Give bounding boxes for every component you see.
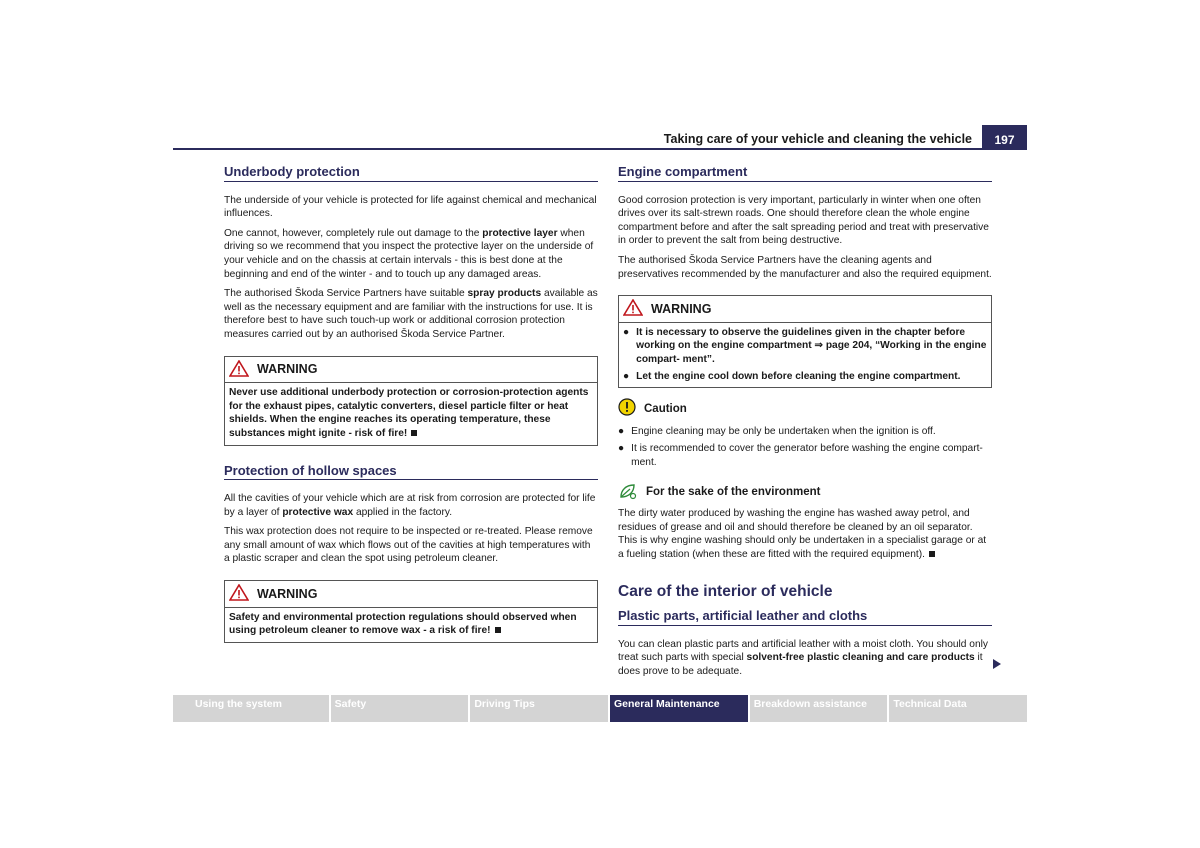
tab-breakdown-assistance[interactable]: Breakdown assistance bbox=[750, 695, 888, 722]
end-square-icon bbox=[411, 430, 417, 436]
warning-header bbox=[225, 581, 597, 608]
bullet-icon: ● bbox=[618, 443, 625, 455]
paragraph: The authorised Škoda Service Partners have the cleaning agents and preservatives recommended by the manufacturer and also the required equipment. bbox=[618, 254, 992, 280]
paragraph: Good corrosion protection is very important, particularly in winter when one often drives over its salt-strewn roads. One should therefore clean the whole engine compartment before and after the salt spreading period and treat with preservative in order to prevent the salt from being destructive. bbox=[618, 194, 989, 247]
heading-underbody-protection: Underbody protection bbox=[224, 165, 598, 182]
warning-triangle-icon bbox=[229, 584, 249, 605]
tab-using-the-system[interactable]: Using the system bbox=[173, 695, 329, 722]
environment-header bbox=[618, 482, 992, 505]
bullet-icon: ● bbox=[623, 326, 630, 338]
warning-triangle-icon bbox=[623, 299, 643, 320]
warning-header bbox=[225, 357, 597, 384]
warning-box bbox=[618, 295, 992, 388]
tab-driving-tips[interactable]: Driving Tips bbox=[470, 695, 608, 722]
caution-icon bbox=[618, 398, 636, 421]
bullet-icon: ● bbox=[623, 370, 630, 382]
heading-plastic-parts: Plastic parts, artificial leather and cloths bbox=[618, 609, 992, 626]
tab-technical-data[interactable]: Technical Data bbox=[889, 695, 1027, 722]
heading-engine-compartment: Engine compartment bbox=[618, 165, 992, 182]
warning-box bbox=[224, 580, 598, 643]
list-item: ● It is necessary to observe the guidelines given in the chapter before working on the engine compartment ⇒ page 204, “Working in the engine compart- ment”. bbox=[623, 326, 987, 365]
chapter-nav bbox=[173, 695, 1027, 722]
caution-header bbox=[618, 398, 992, 421]
header-rule bbox=[173, 148, 1027, 150]
end-square-icon bbox=[929, 551, 935, 557]
warning-text: Never use additional underbody protection or corrosion-protection agents for the exhaust pipes, catalytic converters, diesel particle filter or heat shields. When the engine reaches its operating temperature, these substances might ignite - risk of fire! bbox=[229, 387, 589, 439]
paragraph: One cannot, however, completely rule out damage to the protective layer when driving so we recommend that you inspect the protective layer on the underside of your vehicle and on the chassis at certain intervals - this is best done at the beginning and end of the winter - and to touch up any damaged areas. bbox=[224, 227, 594, 280]
warning-label: WARNING bbox=[257, 586, 318, 601]
bullet-icon: ● bbox=[618, 425, 625, 437]
list-item: ● It is recommended to cover the generator before washing the engine compart- ment. bbox=[618, 443, 983, 468]
list-item: ● Let the engine cool down before cleaning the engine compartment. bbox=[623, 370, 961, 382]
tab-general-maintenance[interactable]: General Maintenance bbox=[610, 695, 748, 722]
warning-header bbox=[619, 296, 991, 323]
paragraph: The authorised Škoda Service Partners have suitable spray products available as well as the necessary equipment and are familiar with the instructions for use. It is therefore best to have such touch-up work or additional corrosion protection measures carried out by an authorised Škoda Service Partner. bbox=[224, 288, 598, 340]
paragraph: You can clean plastic parts and artificial leather with a moist cloth. You should only treat such parts with special solvent-free plastic cleaning and care products it does prove to be adequate. bbox=[618, 638, 988, 677]
warning-text: Safety and environmental protection regulations should observed when using petroleum cleaner to remove wax - a risk of fire! bbox=[229, 611, 577, 637]
page-number: 197 bbox=[982, 125, 1027, 149]
warning-text bbox=[619, 323, 991, 387]
environment-leaf-icon bbox=[618, 482, 638, 505]
paragraph: All the cavities of your vehicle which are at risk from corrosion are protected for life by a layer of protective wax applied in the factory. bbox=[224, 493, 596, 518]
running-header-title: Taking care of your vehicle and cleaning the vehicle bbox=[663, 132, 972, 146]
right-column bbox=[618, 165, 992, 684]
left-column bbox=[224, 165, 598, 657]
heading-interior-care: Care of the interior of vehicle bbox=[618, 583, 833, 601]
continue-arrow-icon bbox=[993, 659, 1001, 669]
heading-hollow-spaces: Protection of hollow spaces bbox=[224, 464, 598, 481]
paragraph: The underside of your vehicle is protected for life against chemical and mechanical influences. bbox=[224, 194, 597, 220]
end-square-icon bbox=[495, 627, 501, 633]
tab-safety[interactable]: Safety bbox=[331, 695, 469, 722]
paragraph: The dirty water produced by washing the engine has washed away petrol, and residues of grease and oil and should therefore be cleaned by an oil separator. This is why engine washing should only be undertaken in a specialist garage or at a fueling station (when these are fitted with the required equipment). bbox=[618, 508, 987, 560]
caution-label: Caution bbox=[644, 402, 687, 415]
list-item: ● Engine cleaning may be only be undertaken when the ignition is off. bbox=[618, 425, 936, 437]
environment-label: For the sake of the environment bbox=[646, 486, 821, 498]
paragraph: This wax protection does not require to be inspected or re-treated. Please remove any small amount of wax which flows out of the cavities at high temperatures with a plastic scraper and clean the spot using petroleum cleaner. bbox=[224, 526, 593, 565]
warning-label: WARNING bbox=[257, 362, 318, 377]
warning-triangle-icon bbox=[229, 360, 249, 381]
warning-box bbox=[224, 356, 598, 446]
warning-label: WARNING bbox=[651, 301, 712, 316]
